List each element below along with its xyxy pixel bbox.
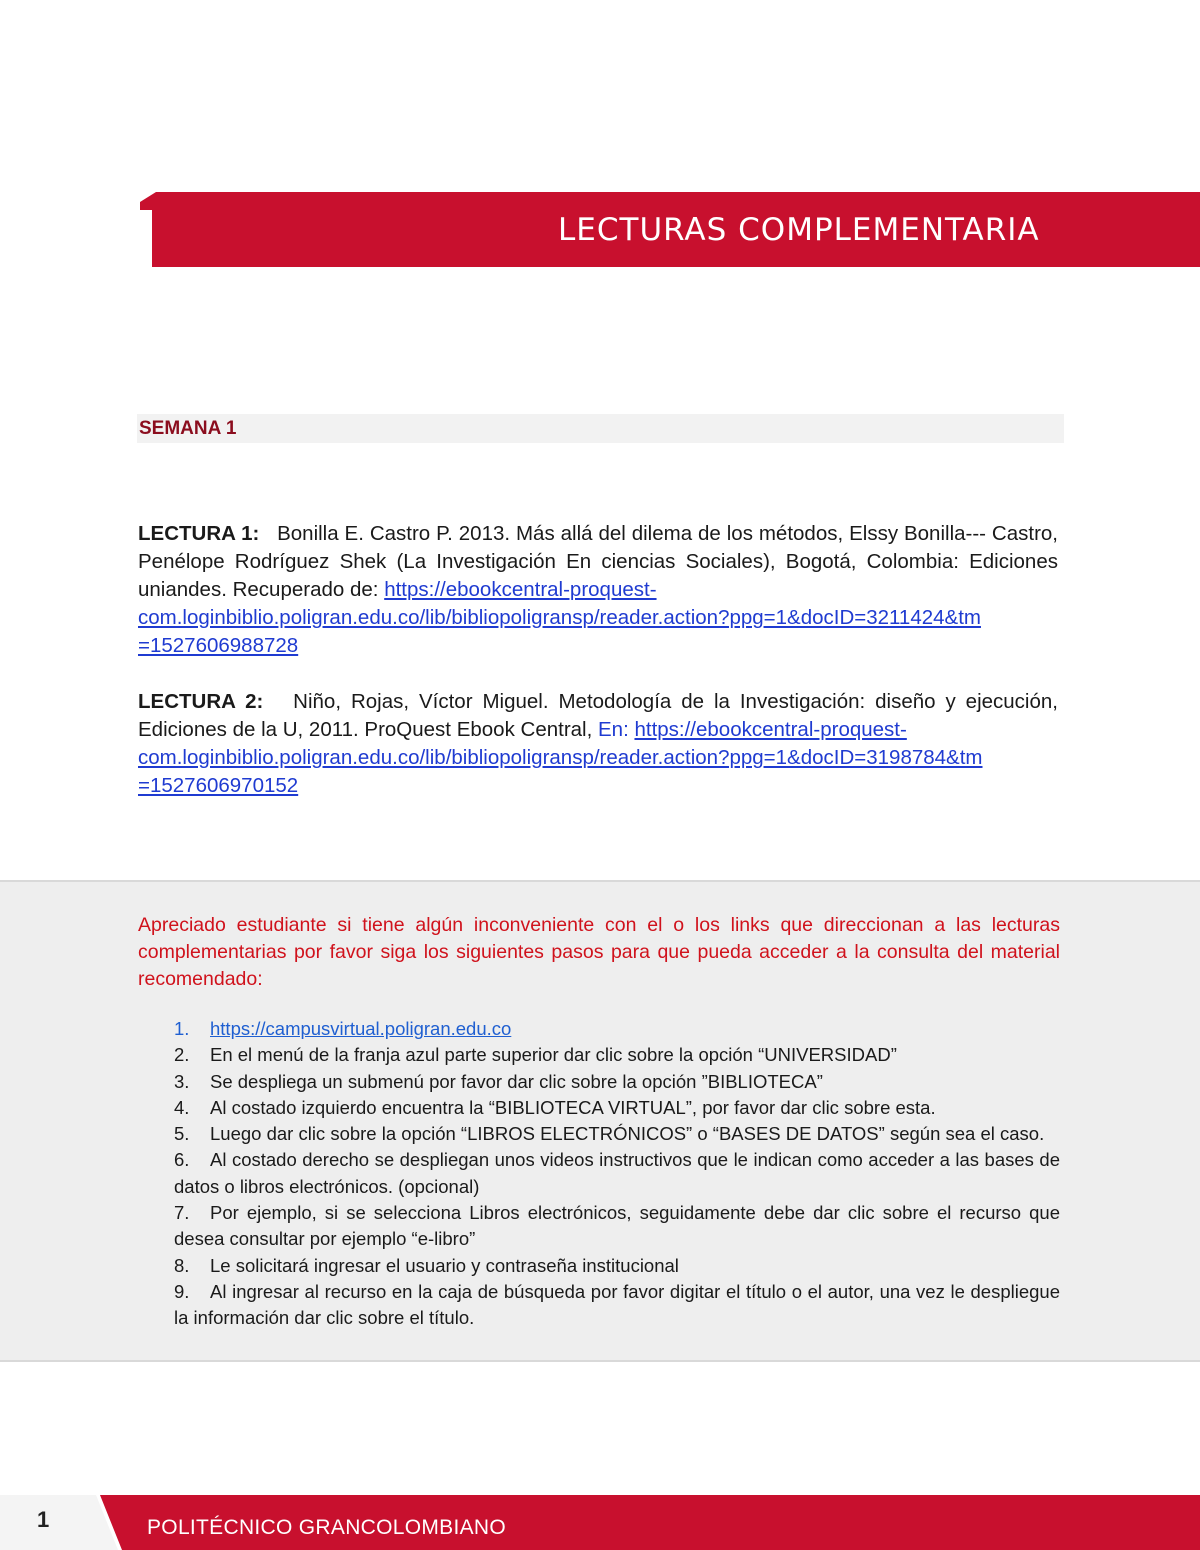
step-item xyxy=(174,1095,1060,1121)
step-text: Por ejemplo, si se selecciona Libros electrónicos, seguidamente debe dar clic sobre el recurso que desea consultar por ejemplo “e-libro” xyxy=(174,1202,1060,1250)
reading-2-citation: Niño, Rojas, Víctor Miguel. Metodología de la Investigación: diseño y ejecución, Ediciones de la U, 2011. ProQuest Ebook Central, xyxy=(138,690,1058,741)
step-number: 6. xyxy=(174,1149,190,1171)
help-intro: Apreciado estudiante si tiene algún inconveniente con el o los links que direccionan a las lecturas complementarias por favor siga los siguientes pasos para que pueda acceder a la consulta del material recomendado: xyxy=(138,914,1060,990)
step-item xyxy=(174,1016,1060,1042)
step-number: 9. xyxy=(174,1280,190,1302)
help-box xyxy=(0,880,1200,1362)
step-text: Al ingresar al recurso en la caja de búsqueda por favor digitar el título o el autor, una vez le despliegue la información dar clic sobre el título. xyxy=(174,1280,1060,1329)
reading-2-link-part-1[interactable]: https://ebookcentral-proquest- xyxy=(634,718,907,741)
step-number: 2. xyxy=(174,1044,190,1066)
step-text: Al costado izquierdo encuentra la “BIBLIOTECA VIRTUAL”, por favor dar clic sobre esta. xyxy=(210,1096,936,1118)
step-number: 5. xyxy=(174,1123,190,1145)
reading-2-prefix: En: xyxy=(598,718,635,741)
step-text: Se despliega un submenú por favor dar clic sobre la opción ”BIBLIOTECA” xyxy=(210,1070,823,1092)
step-item xyxy=(174,1042,1060,1068)
reading-2 xyxy=(138,688,1058,800)
reading-1 xyxy=(138,520,1058,660)
step-text: Luego dar clic sobre la opción “LIBROS ELECTRÓNICOS” o “BASES DE DATOS” según sea el caso. xyxy=(210,1123,1045,1145)
step-number: 8. xyxy=(174,1254,190,1276)
page-title: LECTURAS COMPLEMENTARIA xyxy=(558,212,1040,248)
reading-1-link-part-2[interactable]: com.loginbiblio.poligran.edu.co/lib/bibliopoligransp/reader.action?ppg=1&docID=3211424&tm xyxy=(138,606,981,629)
reading-1-link-part-1[interactable]: https://ebookcentral-proquest- xyxy=(384,578,657,601)
page-number: 1 xyxy=(37,1507,50,1532)
step-item xyxy=(174,1200,1060,1253)
footer xyxy=(0,1495,1200,1550)
step-number: 4. xyxy=(174,1096,190,1118)
reading-2-link-part-3[interactable]: =1527606970152 xyxy=(138,774,299,797)
step-item xyxy=(174,1121,1060,1147)
reading-1-label: LECTURA 1: xyxy=(138,522,260,545)
reading-2-label: LECTURA 2: xyxy=(138,690,264,713)
header-banner xyxy=(140,192,1200,267)
step-text: Al costado derecho se despliegan unos videos instructivos que le indican como acceder a las bases de datos o libros electrónicos. (opcional) xyxy=(174,1149,1060,1197)
step-number: 1. xyxy=(174,1018,190,1039)
step-text: En el menú de la franja azul parte superior dar clic sobre la opción “UNIVERSIDAD” xyxy=(210,1044,897,1066)
step-item xyxy=(174,1147,1060,1200)
reading-1-link-part-3[interactable]: =1527606988728 xyxy=(138,634,299,657)
reading-1-citation: Bonilla E. Castro P. 2013. Más allá del dilema de los métodos, Elssy Bonilla--- Castro, Penélope Rodríguez Shek (La Investigación En ciencias Sociales), Bogotá, Colombia: Ediciones uniandes. Recuperado de: xyxy=(138,522,1058,601)
step-number: 3. xyxy=(174,1070,190,1092)
institution-name: POLITÉCNICO GRANCOLOMBIANO xyxy=(147,1516,507,1539)
step-number: 7. xyxy=(174,1202,190,1224)
week-label: SEMANA 1 xyxy=(139,418,237,439)
reading-2-link-part-2[interactable]: com.loginbiblio.poligran.edu.co/lib/bibliopoligransp/reader.action?ppg=1&docID=3198784&tm xyxy=(138,746,983,769)
step-item xyxy=(174,1253,1060,1279)
steps-list xyxy=(174,1016,1060,1332)
step-item xyxy=(174,1069,1060,1095)
week-header xyxy=(137,414,1064,443)
step-item xyxy=(174,1279,1060,1332)
campus-link[interactable]: https://campusvirtual.poligran.edu.co xyxy=(210,1018,512,1039)
step-text: Le solicitará ingresar el usuario y contraseña institucional xyxy=(210,1254,679,1276)
